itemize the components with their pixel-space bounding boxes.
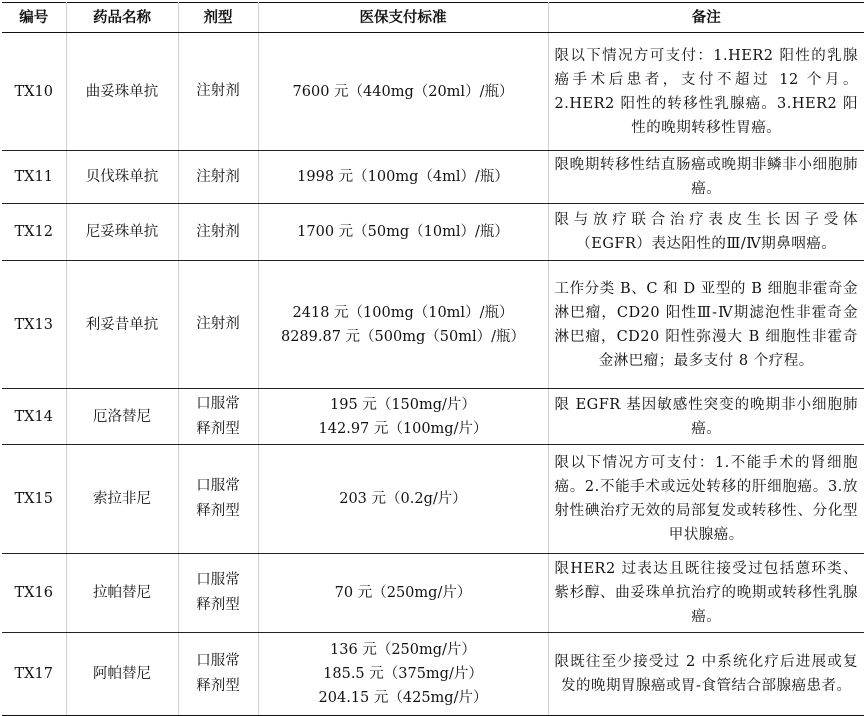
payment-standard-line: 1700 元（50mg（10ml）/瓶） [297, 224, 509, 240]
cell-dosage-form [178, 33, 258, 151]
cell-remarks: 限 EGFR 基因敏感性突变的晚期非小细胞肺癌。 [548, 389, 864, 445]
cell-remarks: 限HER2 过表达且既往接受过包括蒽环类、紫杉醇、曲妥珠单抗治疗的晚期或转移性乳腺癌。 [548, 554, 864, 633]
header-id: 编号 [2, 3, 66, 33]
payment-standard-line: 185.5 元（375mg/片） [323, 666, 483, 682]
table-row [2, 554, 864, 633]
cell-drug-name: 拉帕替尼 [66, 554, 178, 633]
cell-remarks: 限与放疗联合治疗表皮生长因子受体（EGFR）表达阳性的Ⅲ/Ⅳ期鼻咽癌。 [548, 204, 864, 261]
payment-standard-line: 8289.87 元（500mg（50ml）/瓶） [280, 328, 525, 345]
dosage-form-line: 注射剂 [196, 223, 240, 240]
table-row [2, 389, 864, 445]
cell-id: TX11 [2, 151, 66, 204]
cell-payment-standard [258, 445, 548, 554]
cell-remarks: 限以下情况方可支付：1.不能手术的肾细胞癌。2.不能手术或远处转移的肝细胞癌。3.放射性碘治疗无效的局部复发或转移性、分化型甲状腺癌。 [548, 445, 864, 554]
cell-payment-standard [258, 633, 548, 716]
cell-drug-name: 尼妥珠单抗 [66, 204, 178, 261]
payment-standard-line: 2418 元（100mg（10ml）/瓶） [292, 304, 514, 321]
cell-dosage-form [178, 633, 258, 716]
cell-id: TX12 [2, 204, 66, 261]
header-row [2, 3, 864, 33]
payment-standard-line: 70 元（250mg/片） [334, 585, 472, 601]
dosage-form-line: 口服常 [196, 653, 240, 669]
payment-standard-line: 142.97 元（100mg/片） [318, 420, 488, 437]
cell-dosage-form [178, 261, 258, 389]
cell-drug-name: 利妥昔单抗 [66, 261, 178, 389]
dosage-form-line: 口服常 [196, 478, 240, 494]
header-payment-standard: 医保支付标准 [258, 3, 548, 33]
cell-remarks: 限既往至少接受过 2 中系统化疗后进展或复发的晚期胃腺癌或胃-食管结合部腺癌患者。 [548, 633, 864, 716]
cell-id: TX17 [2, 633, 66, 716]
dosage-form-line: 注射剂 [196, 316, 240, 332]
cell-payment-standard [258, 389, 548, 445]
payment-standard-line: 204.15 元（425mg/片） [318, 690, 488, 706]
cell-id: TX13 [2, 261, 66, 389]
cell-drug-name: 贝伐珠单抗 [66, 151, 178, 204]
header-remarks: 备注 [548, 3, 864, 33]
cell-id: TX14 [2, 389, 66, 445]
drug-reimbursement-table [2, 2, 864, 716]
cell-payment-standard [258, 33, 548, 151]
table-row [2, 151, 864, 204]
cell-remarks: 工作分类 B、C 和 D 亚型的 B 细胞非霍奇金淋巴瘤，CD20 阳性Ⅲ-Ⅳ期滤泡性非霍奇金淋巴瘤，CD20 阳性弥漫大 B 细胞性非霍奇金淋巴瘤；最多支付 8 个疗程。 [548, 261, 864, 389]
dosage-form-line: 口服常 [196, 395, 240, 412]
cell-dosage-form [178, 389, 258, 445]
cell-drug-name: 厄洛替尼 [66, 389, 178, 445]
header-drug-name: 药品名称 [66, 3, 178, 33]
cell-dosage-form [178, 151, 258, 204]
header-dosage-form: 剂型 [178, 3, 258, 33]
cell-remarks: 限晚期转移性结直肠癌或晚期非鳞非小细胞肺癌。 [548, 151, 864, 204]
dosage-form-line: 释剂型 [196, 503, 240, 519]
table-row [2, 445, 864, 554]
cell-id: TX10 [2, 33, 66, 151]
table-row [2, 261, 864, 389]
cell-payment-standard [258, 204, 548, 261]
dosage-form-line: 释剂型 [196, 420, 240, 437]
cell-drug-name: 曲妥珠单抗 [66, 33, 178, 151]
cell-remarks: 限以下情况方可支付：1.HER2 阳性的乳腺癌手术后患者，支付不超过 12 个月。2.HER2 阳性的转移性乳腺癌。3.HER2 阳性的晚期转移性胃癌。 [548, 33, 864, 151]
payment-standard-line: 136 元（250mg/片） [330, 642, 476, 658]
cell-drug-name: 索拉非尼 [66, 445, 178, 554]
cell-id: TX15 [2, 445, 66, 554]
payment-standard-line: 203 元（0.2g/片） [339, 491, 467, 507]
dosage-form-line: 口服常 [196, 572, 240, 588]
cell-dosage-form [178, 445, 258, 554]
table-row [2, 633, 864, 716]
cell-dosage-form [178, 554, 258, 633]
payment-standard-line: 7600 元（440mg（20ml）/瓶） [292, 83, 514, 100]
dosage-form-line: 注射剂 [196, 168, 240, 185]
cell-dosage-form [178, 204, 258, 261]
cell-id: TX16 [2, 554, 66, 633]
cell-payment-standard [258, 554, 548, 633]
cell-payment-standard [258, 261, 548, 389]
dosage-form-line: 释剂型 [196, 678, 240, 694]
table-body [2, 33, 864, 716]
payment-standard-line: 195 元（150mg/片） [330, 396, 476, 413]
cell-drug-name: 阿帕替尼 [66, 633, 178, 716]
dosage-form-line: 释剂型 [196, 597, 240, 613]
payment-standard-line: 1998 元（100mg（4ml）/瓶） [297, 169, 509, 185]
table-row [2, 204, 864, 261]
cell-payment-standard [258, 151, 548, 204]
dosage-form-line: 注射剂 [196, 83, 240, 99]
table-row [2, 33, 864, 151]
